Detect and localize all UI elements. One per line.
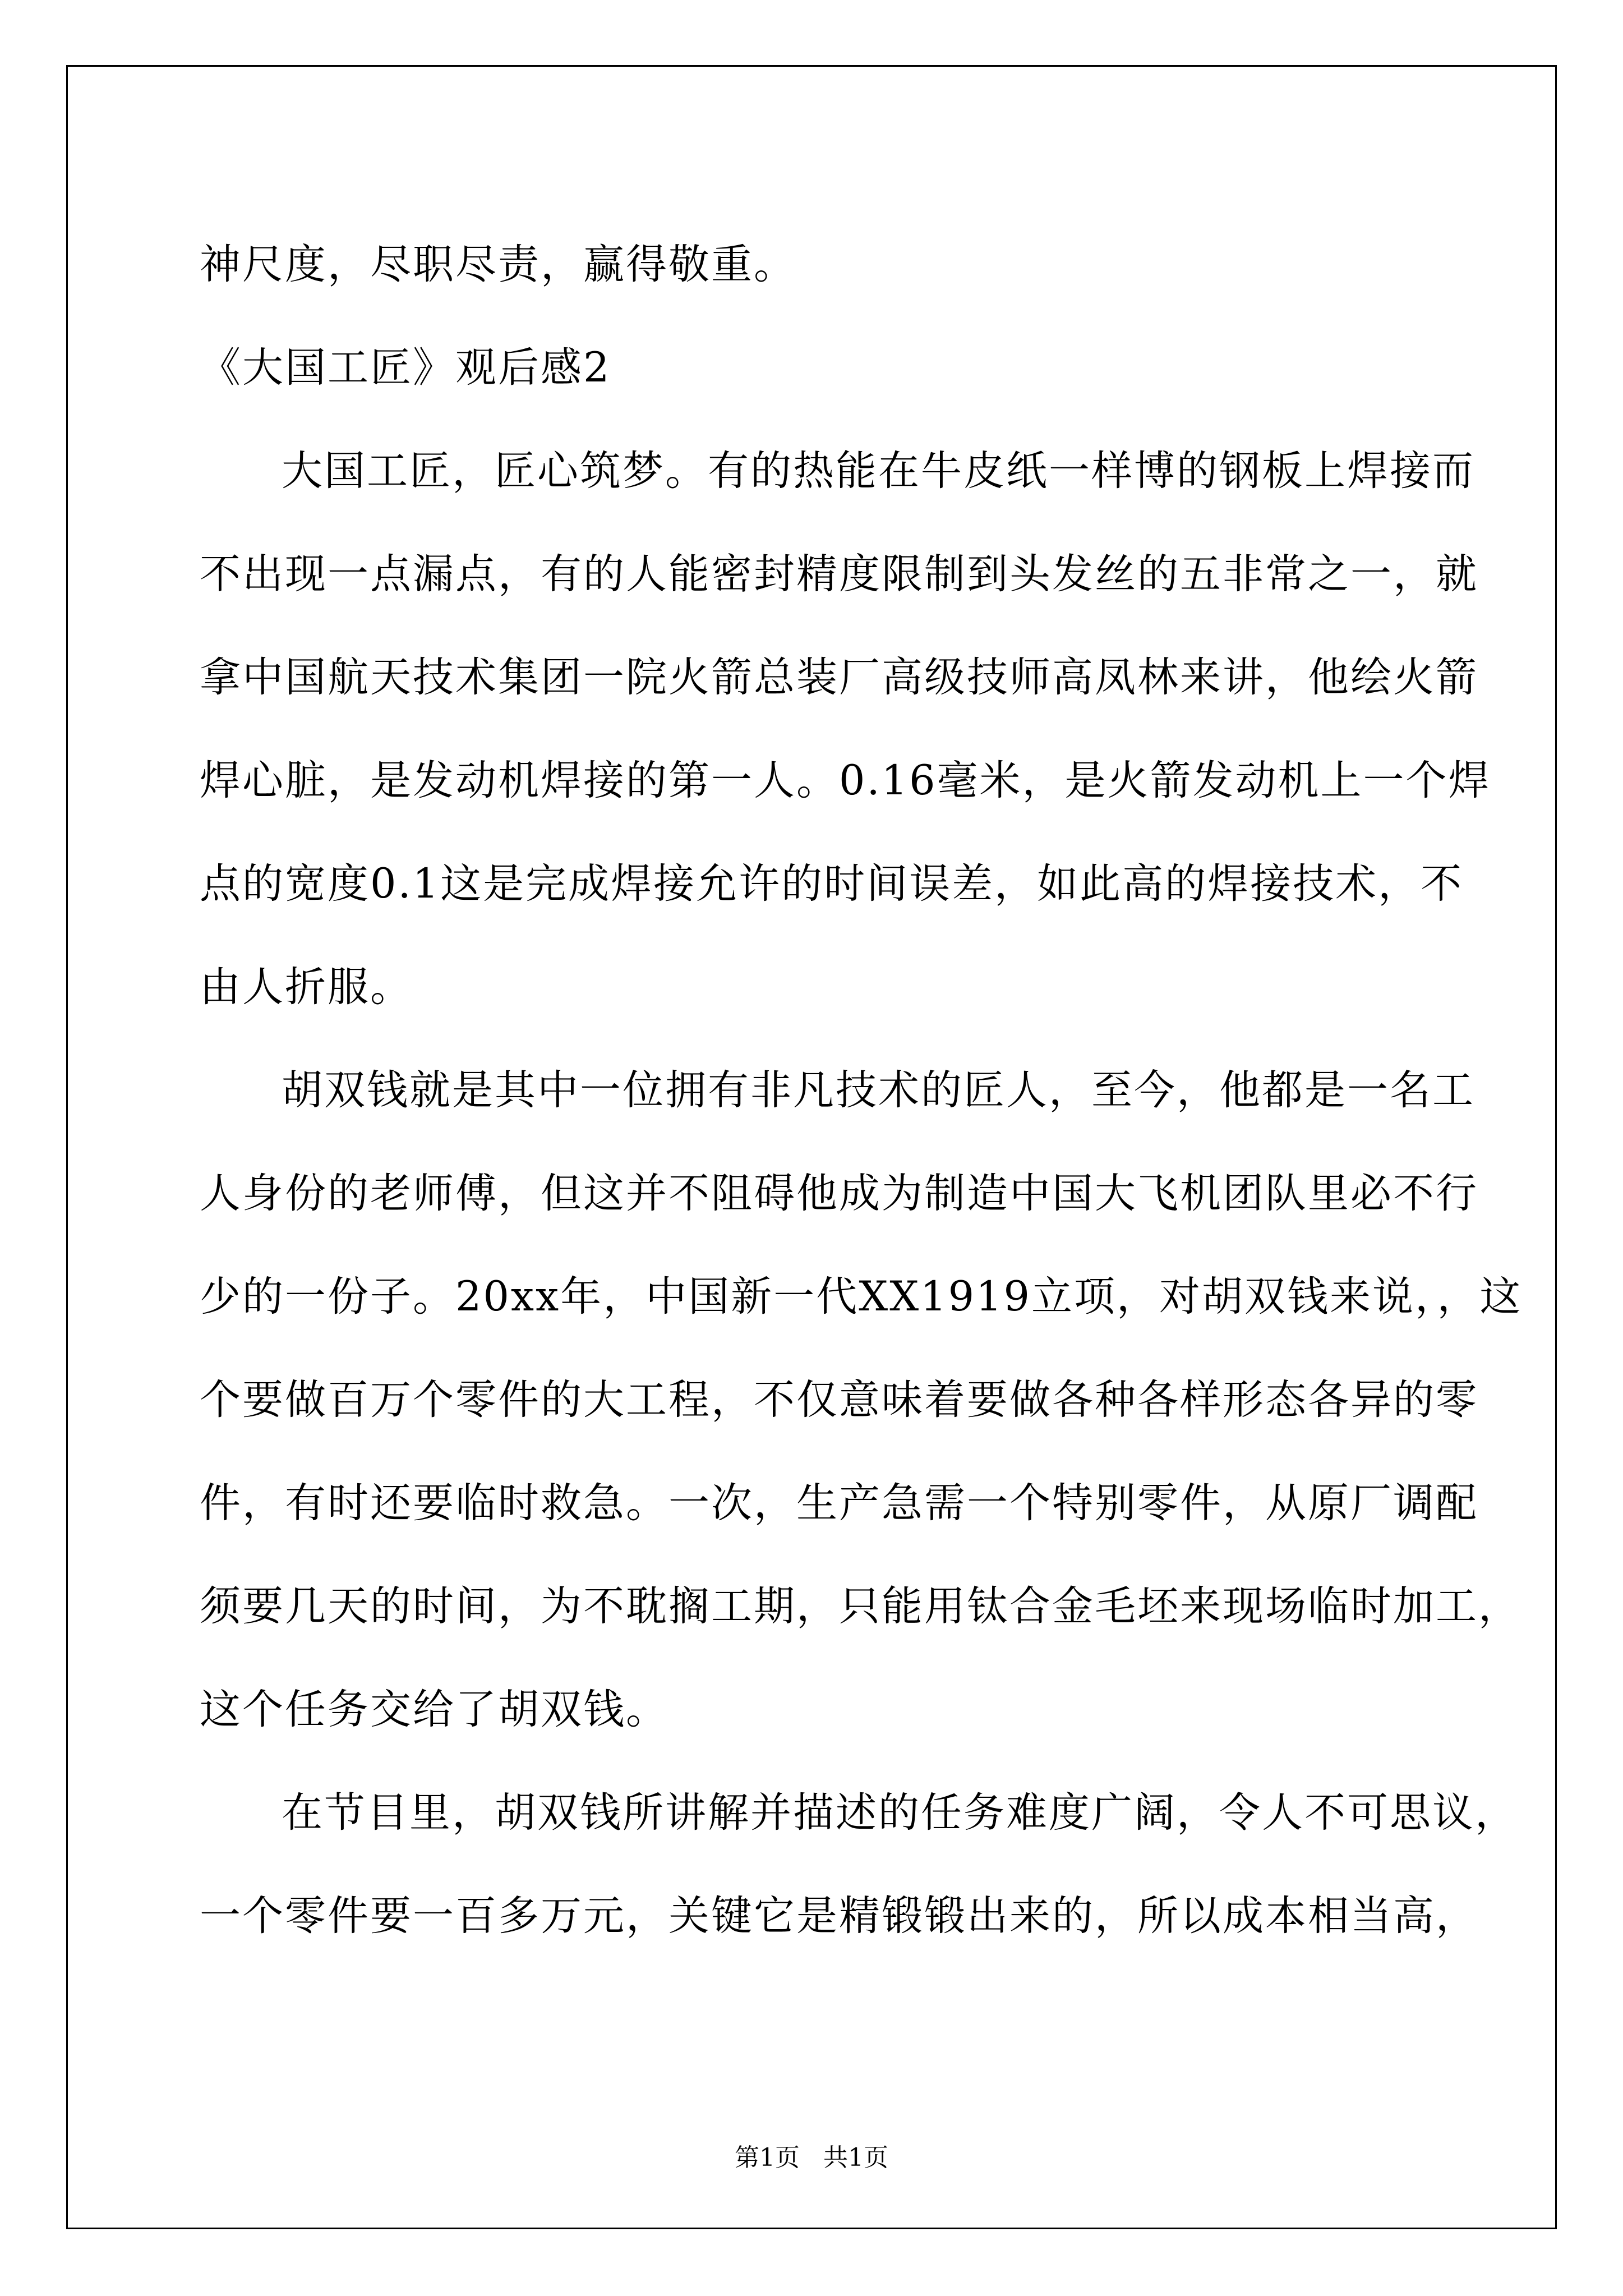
document-body [200,213,1523,1968]
text-line: 须要几天的时间，为不耽搁工期，只能用钛合金毛坯来现场临时加工， [200,1582,1521,1630]
text-line: 不出现一点漏点，有的人能密封精度限制到头发丝的五非常之一，就 [200,550,1478,598]
text-line: 焊心脏，是发动机焊接的第一人。0.16毫米，是火箭发动机上一个焊 [200,757,1491,804]
section-heading: 《大国工匠》观后感2 [200,344,611,392]
page-footer: 第1页 共1页 [735,2143,888,2172]
text-line: 人身份的老师傅，但这并不阻碍他成为制造中国大飞机团队里必不行 [200,1170,1478,1217]
text-line: 少的一份子。20xx年，中国新一代XX1919立项，对胡双钱来说，，这 [200,1273,1523,1320]
text-line: 件，有时还要临时救急。一次，生产急需一个特别零件，从原厂调配 [200,1479,1478,1527]
text-line: 点的宽度0.1这是完成焊接允许的时间误差，如此高的焊接技术，不 [200,860,1464,908]
text-line: 这个任务交给了胡双钱。 [200,1686,668,1733]
text-line: 一个零件要一百多万元，关键它是精锻锻出来的，所以成本相当高， [200,1892,1478,1940]
text-line: 神尺度，尽职尽责，赢得敬重。 [200,241,796,288]
paragraph-first-line: 在节目里，胡双钱所讲解并描述的任务难度广阔，令人不可思议， [282,1789,1518,1837]
text-line: 由人折服。 [200,963,413,1011]
text-line: 个要做百万个零件的大工程，不仅意味着要做各种各样形态各异的零 [200,1376,1478,1424]
text-line: 拿中国航天技术集团一院火箭总装厂高级技师高凤林来讲，他绘火箭 [200,654,1478,701]
paragraph-first-line: 大国工匠，匠心筑梦。有的热能在牛皮纸一样博的钢板上焊接而 [282,447,1475,495]
paragraph-first-line: 胡双钱就是其中一位拥有非凡技术的匠人，至今，他都是一名工 [282,1066,1475,1114]
